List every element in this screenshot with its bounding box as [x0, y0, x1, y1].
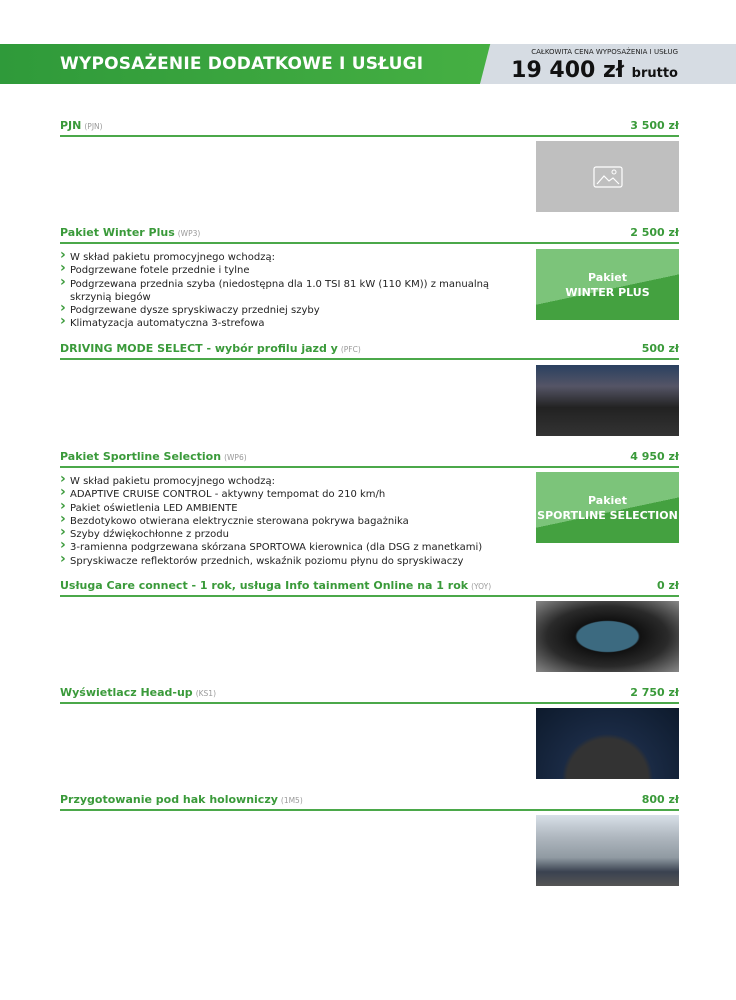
section-title: Pakiet Winter Plus [60, 226, 175, 239]
infotainment-photo [536, 601, 679, 672]
section-tow-hook [60, 793, 679, 811]
section-title: PJN [60, 119, 82, 132]
package-image-line1: Pakiet [588, 270, 627, 284]
total-value: 19 400 zł [511, 58, 624, 83]
list-item: › Bezdotykowo otwierana elektrycznie sterowana pokrywa bagażnika [60, 515, 500, 528]
package-image [536, 472, 679, 543]
list-item: › Szyby dźwiękochłonne z przodu [60, 528, 500, 541]
section-title: Pakiet Sportline Selection [60, 450, 222, 463]
list-item: › Podgrzewana przednia szyba (niedostępna dla 1.0 TSI 81 kW (110 KM)) z manualną skrzynią biegów [60, 278, 500, 305]
section-driving-mode [60, 342, 679, 360]
total-label: CAŁKOWITA CENA WYPOSAŻENIA I USŁUG [531, 48, 678, 56]
list-item: › Pakiet oświetlenia LED AMBIENTE [60, 502, 500, 515]
list-item: › Klimatyzacja automatyczna 3-strefowa [60, 317, 500, 330]
dashboard-photo [536, 365, 679, 436]
list-item: › 3-ramienna podgrzewana skórzana SPORTOWA kierownica (dla DSG z manetkami) [60, 541, 500, 554]
section-pjn [60, 119, 679, 137]
section-price: 0 zł [657, 579, 679, 592]
steering-wheel-photo [536, 708, 679, 779]
section-code: (WP3) [177, 229, 201, 238]
image-placeholder [536, 141, 679, 212]
section-code: (PFC) [340, 345, 361, 354]
list-item: › W skład pakietu promocyjnego wchodzą: [60, 251, 500, 264]
section-code: (YOY) [471, 582, 492, 591]
section-price: 4 950 zł [630, 450, 679, 463]
total-suffix: brutto [631, 66, 678, 81]
section-title: Przygotowanie pod hak holowniczy [60, 793, 278, 806]
section-title: Usługa Care connect - 1 rok, usługa Info tainment Online na 1 rok [60, 579, 469, 592]
section-code: (1M5) [280, 796, 303, 805]
section-price: 500 zł [641, 342, 679, 355]
list-item: › W skład pakietu promocyjnego wchodzą: [60, 475, 500, 488]
section-sportline [60, 450, 679, 568]
page-title: WYPOSAŻENIE DODATKOWE I USŁUGI [60, 54, 424, 74]
section-price: 3 500 zł [630, 119, 679, 132]
section-title: Wyświetlacz Head-up [60, 686, 193, 699]
list-item: › Spryskiwacze reflektorów przednich, wskaźnik poziomu płynu do spryskiwaczy [60, 555, 500, 568]
list-item: › Podgrzewane fotele przednie i tylne [60, 264, 500, 277]
list-item: › Podgrzewane dysze spryskiwaczy przedniej szyby [60, 304, 500, 317]
section-head-up [60, 686, 679, 704]
section-code: (WP6) [224, 453, 247, 462]
section-price: 800 zł [641, 793, 679, 806]
section-price: 2 500 zł [630, 226, 679, 239]
package-image-line1: Pakiet [588, 493, 627, 507]
section-price: 2 750 zł [630, 686, 679, 699]
car-rear-photo [536, 815, 679, 886]
section-code: (PJN) [84, 122, 103, 131]
total-price [511, 58, 678, 83]
section-winter-plus [60, 226, 679, 331]
section-title: DRIVING MODE SELECT - wybór profilu jazd y [60, 342, 338, 355]
package-image-line2: WINTER PLUS [565, 285, 650, 299]
image-icon [593, 166, 623, 188]
section-code: (KS1) [195, 689, 216, 698]
package-image-line2: SPORTLINE SELECTION [537, 508, 678, 522]
package-image [536, 249, 679, 320]
list-item: › ADAPTIVE CRUISE CONTROL - aktywny tempomat do 210 km/h [60, 488, 500, 501]
section-care-connect [60, 579, 679, 597]
